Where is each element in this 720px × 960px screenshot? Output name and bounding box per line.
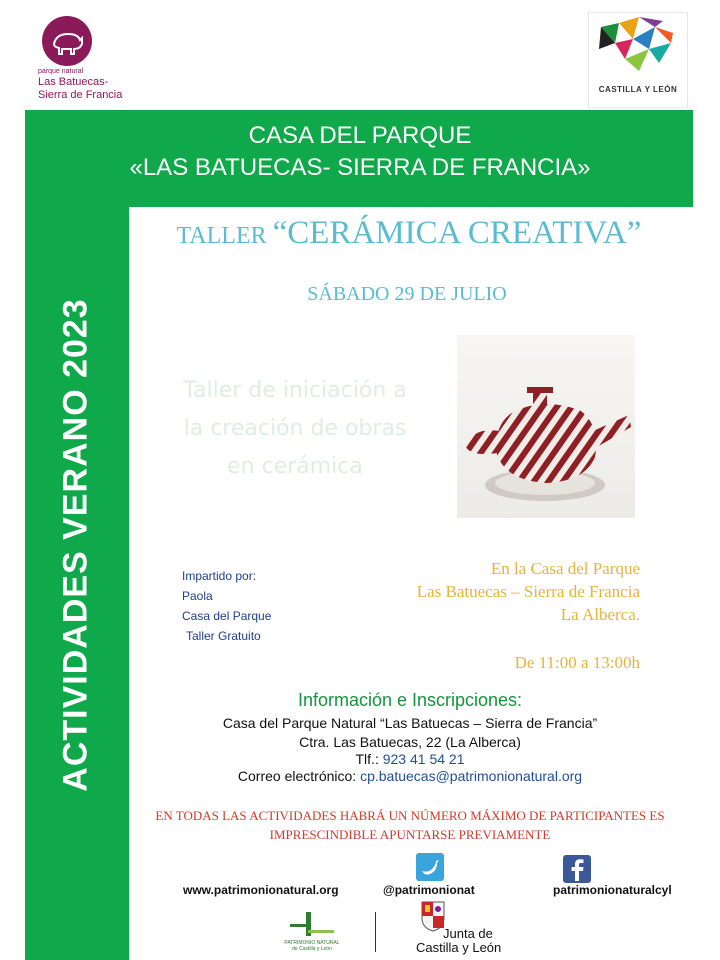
junta-line2: Castilla y León xyxy=(416,940,502,955)
email-link[interactable]: cp.batuecas@patrimonionatural.org xyxy=(360,768,583,784)
ceramic-teapot-photo xyxy=(457,335,635,518)
info-address: Casa del Parque Natural “Las Batuecas – Sierra de Francia” xyxy=(222,715,598,731)
castilla-leon-logo-text: CASTILLA Y LEÓN xyxy=(598,85,678,94)
notice-line: EN TODAS LAS ACTIVIDADES HABRÁ UN NÚMERO MÁXIMO DE PARTICIPANTES ES xyxy=(155,808,665,823)
info-phone xyxy=(129,751,691,767)
junta-line1: Junta de xyxy=(443,926,493,941)
location-line: La Alberca. xyxy=(560,605,640,624)
twitter-handle[interactable]: @patrimonionat xyxy=(383,883,475,897)
intro-line: en cerámica xyxy=(227,454,363,479)
header-title-line2: «LAS BATUECAS- SIERRA DE FRANCIA» xyxy=(129,154,591,181)
logo-line1: Las Batuecas- xyxy=(38,76,109,88)
event-hours: De 11:00 a 13:00h xyxy=(514,653,640,672)
pig-emblem-icon xyxy=(42,16,92,66)
logo-small-text: parque natural xyxy=(38,68,84,75)
intro-line: Taller de iniciación a xyxy=(183,378,407,403)
phone-number[interactable]: 923 41 54 21 xyxy=(382,751,465,767)
patrimonio-natural-icon xyxy=(282,910,342,940)
website-link[interactable]: www.patrimonionatural.org xyxy=(183,883,339,897)
email-label: Correo electrónico: xyxy=(237,768,361,784)
info-title: Información e Inscripciones: xyxy=(297,690,523,710)
location-line: En la Casa del Parque xyxy=(490,559,640,578)
workshop-title-prefix: TALLER xyxy=(176,223,273,249)
patrimonio-natural-logo xyxy=(282,910,342,952)
price-note: Taller Gratuito xyxy=(186,629,261,643)
event-location xyxy=(330,557,640,626)
workshop-title-main: “CERÁMICA CREATIVA” xyxy=(272,215,642,251)
castilla-leon-mosaic-icon xyxy=(589,13,687,83)
phone-label: Tlf.: xyxy=(355,751,383,767)
header-title-line1: CASA DEL PARQUE xyxy=(248,122,472,149)
location-line: Las Batuecas – Sierra de Francia xyxy=(416,582,640,601)
instructor-org: Casa del Parque xyxy=(182,609,272,623)
info-road: Ctra. Las Batuecas, 22 (La Alberca) xyxy=(299,734,521,750)
castilla-leon-logo xyxy=(588,12,688,108)
twitter-icon[interactable] xyxy=(416,853,444,881)
patrimonio-natural-text: PATRIMONIO NATURAL de Castilla y León xyxy=(284,940,340,952)
instructor-info xyxy=(182,566,271,646)
intro-line: la creación de obras xyxy=(183,416,407,441)
facebook-handle[interactable]: patrimonionaturalcyl xyxy=(553,883,672,897)
event-date: SÁBADO 29 DE JULIO xyxy=(307,283,507,305)
instructor-name: Paola xyxy=(182,589,213,603)
logo-line2: Sierra de Francia xyxy=(38,89,123,101)
intro-text xyxy=(150,372,440,486)
notice-line: IMPRESCINDIBLE APUNTARSE PREVIAMENTE xyxy=(269,827,551,842)
junta-castilla-leon-logo xyxy=(416,900,520,956)
footer-divider xyxy=(375,912,376,952)
instructor-label: Impartido por: xyxy=(182,569,257,583)
batuecas-park-logo xyxy=(38,14,148,104)
info-email xyxy=(129,768,691,784)
side-band-title: ACTIVIDADES VERANO 2023 xyxy=(56,298,95,792)
workshop-title xyxy=(129,215,689,252)
capacity-notice xyxy=(129,806,691,844)
facebook-icon[interactable] xyxy=(563,855,591,883)
